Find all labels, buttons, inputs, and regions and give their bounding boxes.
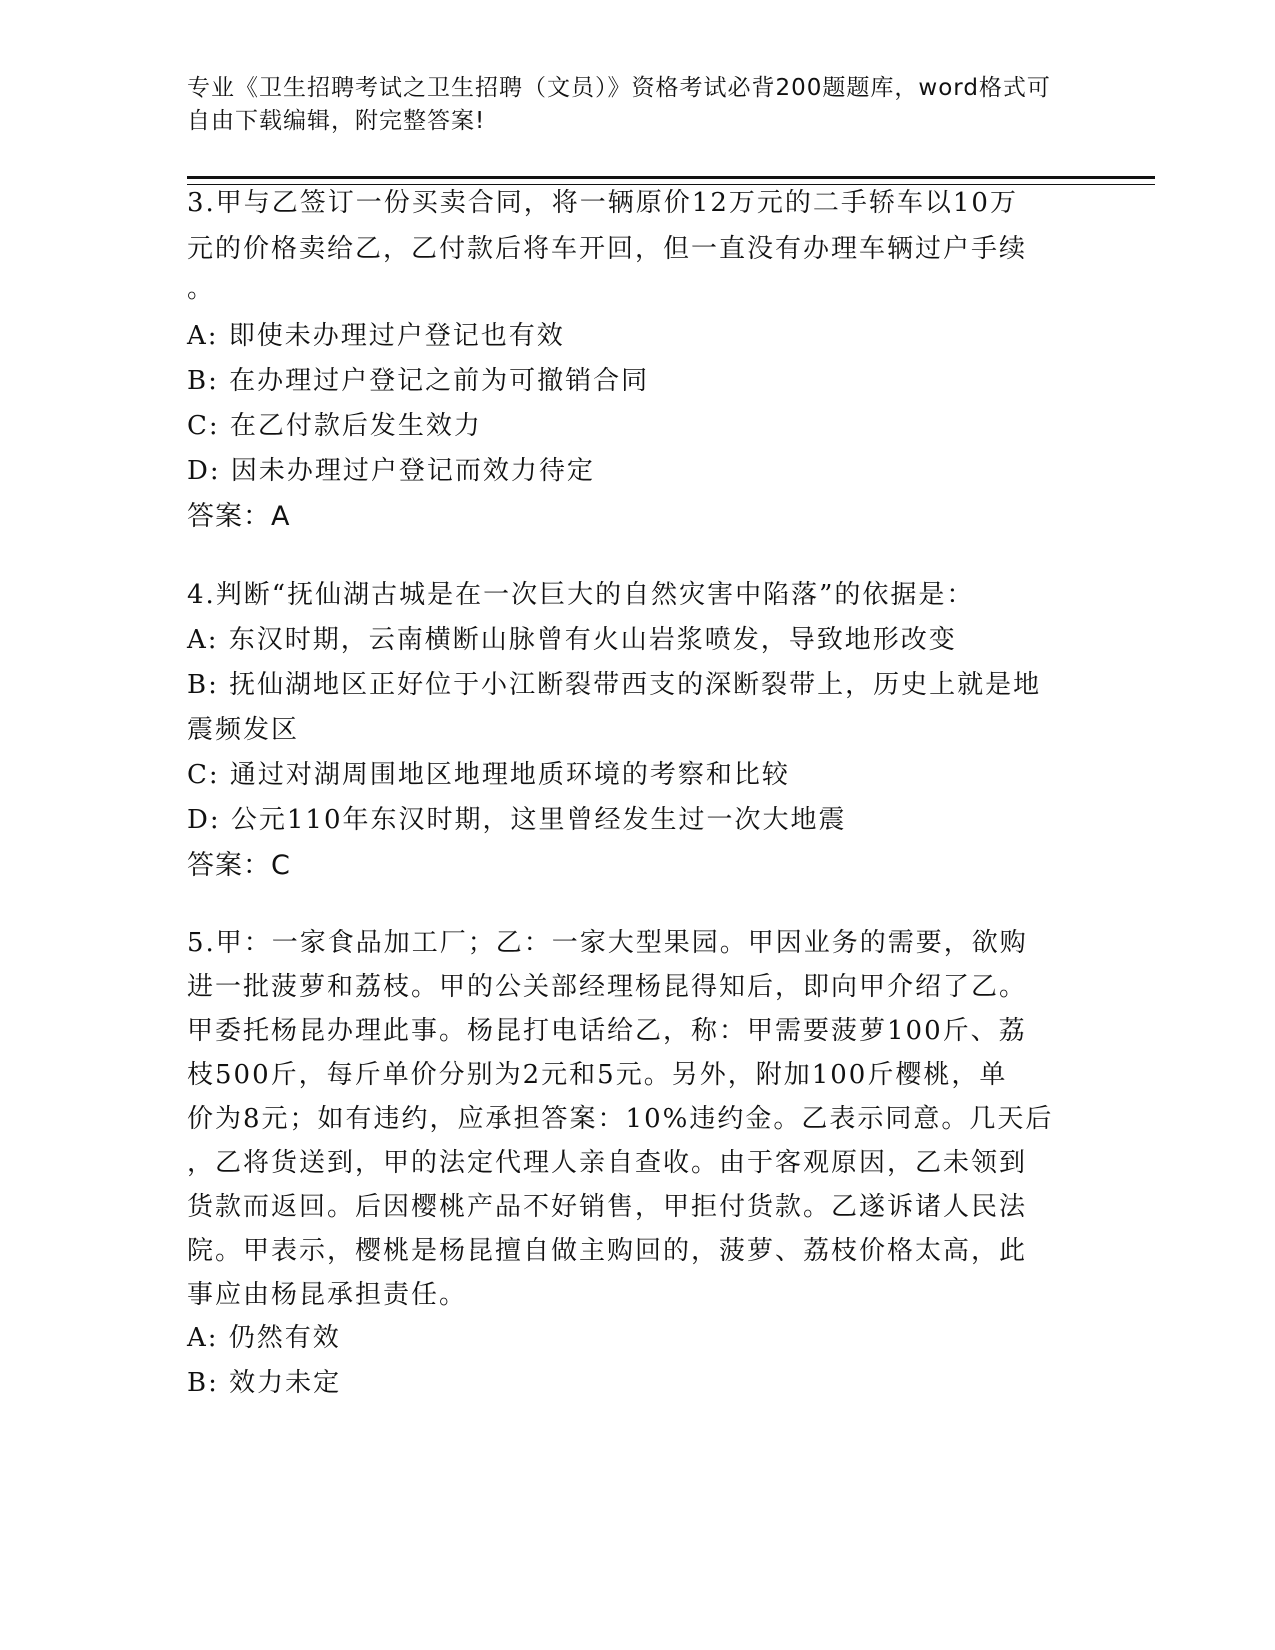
question-stem-line: 。: [187, 274, 216, 304]
answer-label: 答案：C: [187, 850, 291, 881]
answer-label: 答案：A: [187, 501, 291, 532]
option-c: C: 在乙付款后发生效力: [187, 411, 482, 441]
header-rule-thick: [187, 176, 1155, 179]
question-5: [187, 920, 1067, 1406]
question-3: [187, 180, 1067, 540]
question-stem-line: 枝500斤，每斤单价分别为2元和5元。另外，附加100斤樱桃，单: [187, 1060, 1008, 1090]
question-stem-line: 5.甲：一家食品加工厂；乙：一家大型果园。甲因业务的需要，欲购: [187, 928, 1028, 958]
question-stem-line: 进一批菠萝和荔枝。甲的公关部经理杨昆得知后，即向甲介绍了乙。: [187, 972, 1028, 1002]
document-header: [187, 72, 1067, 138]
question-stem-line: 元的价格卖给乙，乙付款后将车开回，但一直没有办理车辆过户手续: [187, 234, 1028, 264]
question-stem-line: 3.甲与乙签订一份买卖合同，将一辆原价12万元的二手轿车以10万: [187, 188, 1018, 218]
option-b: B: 抚仙湖地区正好位于小江断裂带西支的深断裂带上，历史上就是地震频发区: [187, 670, 1042, 745]
question-stem-line: 事应由杨昆承担责任。: [187, 1280, 468, 1310]
option-d: D: 公元110年东汉时期，这里曾经发生过一次大地震: [187, 805, 847, 835]
option-a: A: 东汉时期，云南横断山脉曾有火山岩浆喷发，导致地形改变: [187, 625, 957, 655]
option-b: B: 效力未定: [187, 1368, 342, 1398]
question-stem-line: 院。甲表示，樱桃是杨昆擅自做主购回的，菠萝、荔枝价格太高，此: [187, 1236, 1028, 1266]
header-title: 专业《卫生招聘考试之卫生招聘（文员）》资格考试必背200题题库，word格式可自由下载编辑，附完整答案!: [187, 75, 1051, 134]
option-a: A: 仍然有效: [187, 1323, 341, 1353]
option-c: C: 通过对湖周围地区地理地质环境的考察和比较: [187, 760, 790, 790]
option-a: A: 即使未办理过户登记也有效: [187, 321, 565, 351]
question-stem-line: 4.判断“抚仙湖古城是在一次巨大的自然灾害中陷落”的依据是：: [187, 580, 975, 610]
option-d: D: 因未办理过户登记而效力待定: [187, 456, 595, 486]
question-4: [187, 572, 1067, 889]
question-stem-line: 甲委托杨昆办理此事。杨昆打电话给乙，称：甲需要菠萝100斤、荔: [187, 1016, 1027, 1046]
option-b: B: 在办理过户登记之前为可撤销合同: [187, 366, 650, 396]
question-stem-line: 价为8元；如有违约，应承担答案：10%违约金。乙表示同意。几天后: [187, 1104, 1054, 1134]
question-stem-line: 货款而返回。后因樱桃产品不好销售，甲拒付货款。乙遂诉诸人民法: [187, 1192, 1028, 1222]
question-stem-line: ，乙将货送到，甲的法定代理人亲自查收。由于客观原因，乙未领到: [187, 1148, 1028, 1178]
